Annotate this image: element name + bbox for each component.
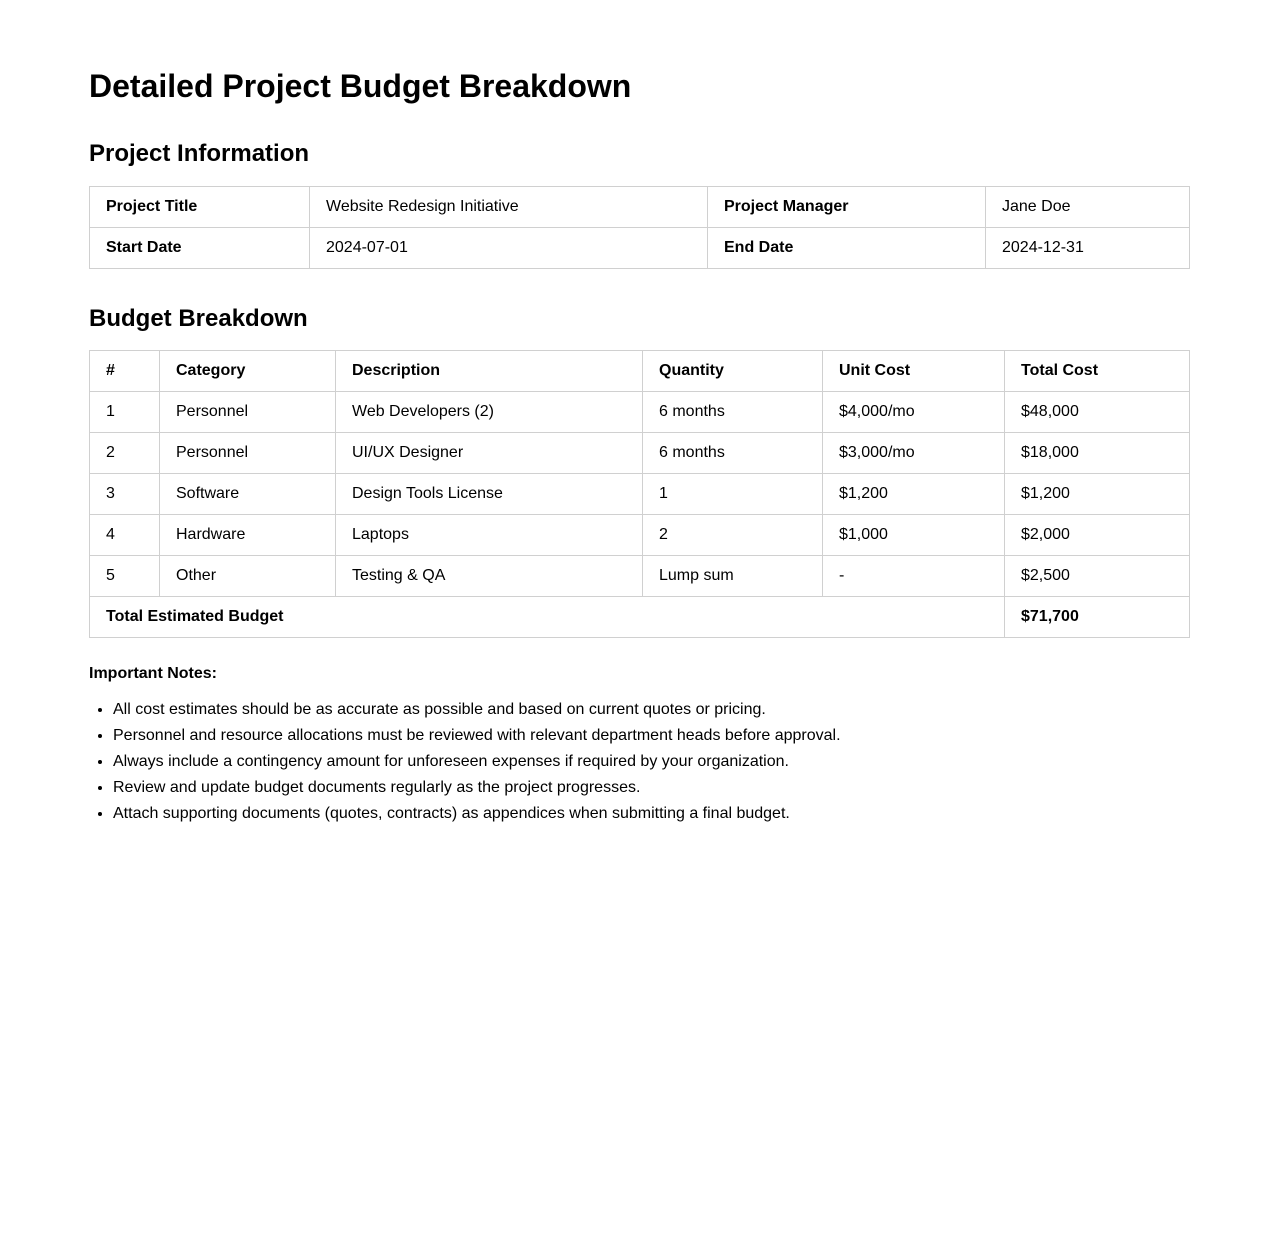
row-quantity: Lump sum xyxy=(643,556,823,597)
row-number: 5 xyxy=(90,556,160,597)
project-info-heading: Project Information xyxy=(89,140,310,167)
row-quantity: 1 xyxy=(643,474,823,515)
column-header: # xyxy=(90,351,160,392)
column-header: Unit Cost xyxy=(823,351,1005,392)
row-description: Design Tools License xyxy=(336,474,643,515)
row-unit-cost: $1,200 xyxy=(823,474,1005,515)
row-quantity: 6 months xyxy=(643,433,823,474)
row-number: 1 xyxy=(90,392,160,433)
row-unit-cost: $4,000/mo xyxy=(823,392,1005,433)
row-number: 4 xyxy=(90,515,160,556)
row-category: Personnel xyxy=(160,392,336,433)
row-category: Hardware xyxy=(160,515,336,556)
row-quantity: 2 xyxy=(643,515,823,556)
budget-heading: Budget Breakdown xyxy=(89,305,308,332)
table-row xyxy=(90,515,1190,556)
row-number: 3 xyxy=(90,474,160,515)
info-label: Start Date xyxy=(90,228,310,269)
total-row xyxy=(90,597,1190,638)
info-value: 2024-12-31 xyxy=(986,228,1190,269)
column-header: Total Cost xyxy=(1005,351,1190,392)
total-label: Total Estimated Budget xyxy=(90,597,1005,638)
row-description: UI/UX Designer xyxy=(336,433,643,474)
row-category: Personnel xyxy=(160,433,336,474)
table-row xyxy=(90,433,1190,474)
row-total-cost: $18,000 xyxy=(1005,433,1190,474)
row-description: Testing & QA xyxy=(336,556,643,597)
info-row xyxy=(90,187,1190,228)
row-total-cost: $2,500 xyxy=(1005,556,1190,597)
table-row xyxy=(90,474,1190,515)
row-quantity: 6 months xyxy=(643,392,823,433)
page-title: Detailed Project Budget Breakdown xyxy=(89,68,632,104)
row-category: Other xyxy=(160,556,336,597)
table-row xyxy=(90,392,1190,433)
row-total-cost: $48,000 xyxy=(1005,392,1190,433)
row-description: Web Developers (2) xyxy=(336,392,643,433)
info-value: Website Redesign Initiative xyxy=(310,187,708,228)
note-item: • Always include a contingency amount for unforeseen expenses if required by your organization. xyxy=(113,749,841,775)
info-value: Jane Doe xyxy=(986,187,1190,228)
info-label: Project Manager xyxy=(708,187,986,228)
project-info-table xyxy=(89,186,1190,269)
note-item: • All cost estimates should be as accurate as possible and based on current quotes or pricing. xyxy=(113,697,841,723)
row-category: Software xyxy=(160,474,336,515)
row-unit-cost: - xyxy=(823,556,1005,597)
info-value: 2024-07-01 xyxy=(310,228,708,269)
note-item: • Personnel and resource allocations must be reviewed with relevant department heads before approval. xyxy=(113,723,841,749)
column-header: Category xyxy=(160,351,336,392)
row-description: Laptops xyxy=(336,515,643,556)
row-unit-cost: $1,000 xyxy=(823,515,1005,556)
row-number: 2 xyxy=(90,433,160,474)
info-label: Project Title xyxy=(90,187,310,228)
note-item: • Attach supporting documents (quotes, contracts) as appendices when submitting a final budget. xyxy=(113,801,841,827)
info-label: End Date xyxy=(708,228,986,269)
table-header-row xyxy=(90,351,1190,392)
notes-list xyxy=(89,697,841,827)
table-row xyxy=(90,556,1190,597)
note-item: • Review and update budget documents regularly as the project progresses. xyxy=(113,775,841,801)
info-row xyxy=(90,228,1190,269)
column-header: Description xyxy=(336,351,643,392)
row-unit-cost: $3,000/mo xyxy=(823,433,1005,474)
row-total-cost: $1,200 xyxy=(1005,474,1190,515)
budget-table xyxy=(89,350,1190,638)
row-total-cost: $2,000 xyxy=(1005,515,1190,556)
total-value: $71,700 xyxy=(1005,597,1190,638)
notes-title: Important Notes: xyxy=(89,665,217,682)
column-header: Quantity xyxy=(643,351,823,392)
